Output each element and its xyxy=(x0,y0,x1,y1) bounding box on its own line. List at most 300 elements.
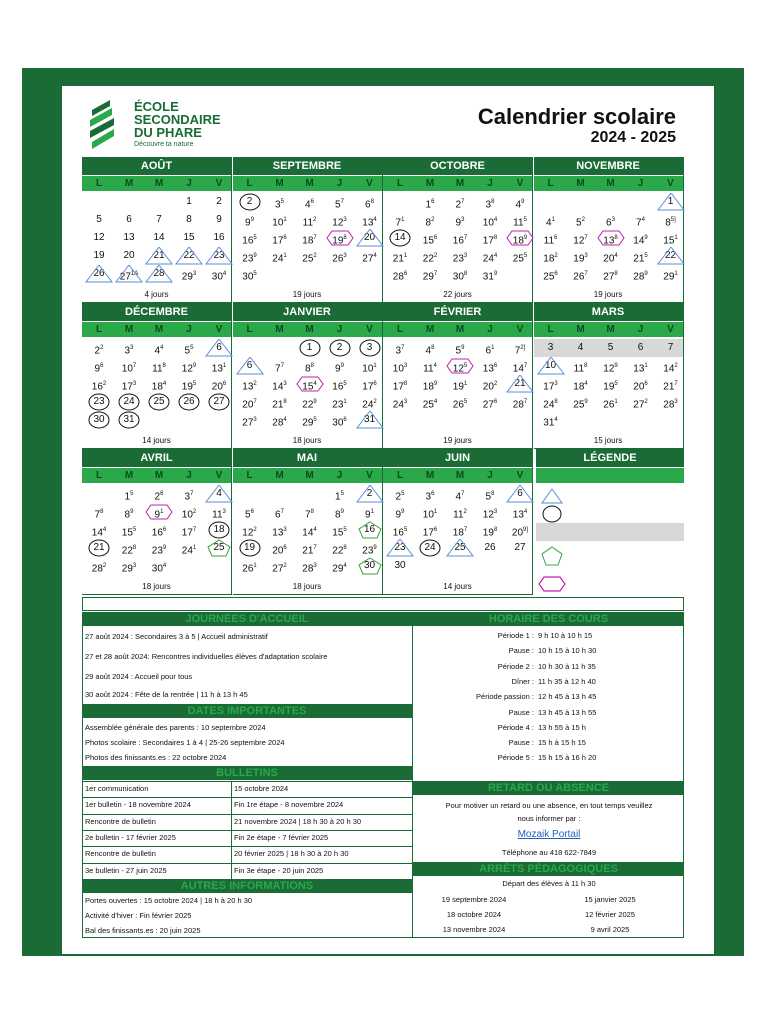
weekday-label: M xyxy=(154,178,164,189)
weekday-label: L xyxy=(95,324,103,335)
day-cell: $30^4$ xyxy=(211,271,227,283)
day-cell: $26^7$ xyxy=(573,271,588,283)
weekday-label: L xyxy=(246,324,253,335)
weekday-label: J xyxy=(487,324,493,335)
day-cell: 21 xyxy=(514,378,526,389)
weekday-label: M xyxy=(305,470,314,481)
day-cell: $13^1$ xyxy=(633,363,648,375)
day-cell: 2 xyxy=(336,342,343,353)
day-cell: $18^9$ xyxy=(422,381,438,393)
day-cell: $31^4$ xyxy=(543,417,558,429)
day-cell: 31 xyxy=(123,414,135,425)
day-cell: 21 xyxy=(93,542,105,553)
retard-text-2: nous informer par : xyxy=(517,814,581,823)
month-novembre xyxy=(534,157,684,303)
day-cell: $9^9$ xyxy=(245,217,254,229)
weekday-label: L xyxy=(95,178,103,189)
bulletin-date: 21 novembre 2024 | 18 h 30 à 20 h 30 xyxy=(234,816,362,826)
day-cell: $28^4$ xyxy=(272,417,287,429)
day-cell: 1 xyxy=(306,342,313,353)
arret-date: 19 septembre 2024 xyxy=(441,895,507,904)
horaire-label: Période 2 : xyxy=(497,661,534,671)
day-cell: $12^3$ xyxy=(332,217,347,229)
day-cell: 26 xyxy=(484,542,496,553)
day-cell: $27^3$ xyxy=(242,417,257,429)
weekday-label: V xyxy=(667,324,674,335)
day-cell: $7^7$ xyxy=(275,363,284,375)
day-cell: 23 xyxy=(213,250,225,261)
day-cell: $1^5$ xyxy=(124,491,134,503)
horaire-label: Pause : xyxy=(508,707,534,717)
day-cell: $26^1$ xyxy=(603,399,618,411)
day-cell: 14 xyxy=(153,232,165,243)
day-cell: $18^4$ xyxy=(151,381,167,393)
day-cell: $10^1$ xyxy=(272,217,287,229)
day-cell: 6 xyxy=(517,488,523,499)
day-cell: $11^3$ xyxy=(212,509,226,521)
day-cell: 22 xyxy=(664,250,677,261)
weekday-label: V xyxy=(366,470,373,481)
bulletin-label: 2e bulletin - 17 février 2025 xyxy=(85,832,176,842)
day-cell: $23^9$ xyxy=(362,545,377,557)
month-octobre xyxy=(383,157,533,303)
weekday-label: M xyxy=(275,470,284,481)
day-cell: $25^9$ xyxy=(573,399,588,411)
day-cell: 27 xyxy=(213,396,225,407)
day-cell: $25^2$ xyxy=(302,253,317,265)
weekday-label: M xyxy=(425,324,435,335)
day-cell: 12 xyxy=(93,232,105,243)
day-cell: $16^7$ xyxy=(452,235,468,247)
day-cell: $14^7$ xyxy=(512,363,528,375)
day-cell: $18^7$ xyxy=(452,527,468,539)
day-cell: 23 xyxy=(394,542,406,553)
month-day-count: 18 jours xyxy=(292,582,322,591)
day-cell: $13^4$ xyxy=(512,509,528,521)
day-cell: $4^1$ xyxy=(546,217,555,229)
arret-date: 12 février 2025 xyxy=(584,910,636,919)
day-cell: $28^6$ xyxy=(392,271,408,283)
day-cell: $20^6$ xyxy=(272,545,287,557)
day-cell: $20^2$ xyxy=(482,381,498,393)
day-cell: 2 xyxy=(246,196,253,207)
month-name: AVRIL xyxy=(82,449,231,467)
day-cell: $31^9$ xyxy=(482,271,498,283)
accueil-line: 30 août 2024 : Fête de la rentrée | 11 h à 13 h 45 xyxy=(85,690,248,699)
month-name: AOÛT xyxy=(82,157,231,175)
day-cell: 25 xyxy=(213,542,225,553)
weekday-header xyxy=(82,468,231,483)
day-cell: $20^6$ xyxy=(633,381,648,393)
day-cell: $30^6$ xyxy=(332,417,347,429)
day-cell: $15^4$ xyxy=(302,381,317,393)
month-name: SEPTEMBRE xyxy=(233,157,382,175)
day-cell: $10^1$ xyxy=(362,363,377,375)
day-cell: $18^2$ xyxy=(543,253,558,265)
legend-title: LÉGENDE xyxy=(536,449,684,467)
weekday-header xyxy=(534,176,683,191)
day-cell: $28^7$ xyxy=(512,399,528,411)
month-name: DÉCEMBRE xyxy=(82,303,231,321)
day-cell: $22^8$ xyxy=(121,545,137,557)
weekday-label: M xyxy=(275,178,284,189)
arret-date: 9 avril 2025 xyxy=(590,925,630,934)
day-cell: $23^3$ xyxy=(452,253,468,265)
day-cell: $8^8$ xyxy=(305,363,314,375)
weekday-label: L xyxy=(246,178,253,189)
day-cell: $7^4$ xyxy=(636,217,645,229)
day-cell: $16^5$ xyxy=(332,381,347,393)
day-cell: $14^4$ xyxy=(91,527,107,539)
day-cell: $17^8$ xyxy=(392,381,408,393)
weekday-label: J xyxy=(336,324,343,335)
day-cell: 18 xyxy=(213,524,225,535)
month-name: MARS xyxy=(534,303,683,321)
month-mars xyxy=(534,303,684,449)
day-cell: 3 xyxy=(366,342,373,353)
weekday-label: M xyxy=(154,470,164,481)
day-cell: $23^9$ xyxy=(151,545,167,557)
day-cell: $27^8$ xyxy=(603,271,618,283)
day-cell: $2^5$ xyxy=(395,491,405,503)
day-cell: 8 xyxy=(186,214,192,225)
horaire-title: HORAIRE DES COURS xyxy=(413,612,684,626)
month-name: OCTOBRE xyxy=(383,157,532,175)
bulletin-date: 15 octobre 2024 xyxy=(234,784,289,793)
day-cell: $11^2$ xyxy=(453,509,467,521)
day-cell: 25 xyxy=(454,542,466,553)
day-cell: $10^7$ xyxy=(121,363,137,375)
day-cell: 4 xyxy=(216,488,222,499)
month-name: JANVIER xyxy=(233,303,382,321)
day-cell: $14^2$ xyxy=(663,363,678,375)
day-cell: $29^3$ xyxy=(121,563,137,575)
horaire-label: Période 4 : xyxy=(497,722,534,732)
day-cell: 30 xyxy=(394,560,406,571)
weekday-label: L xyxy=(95,470,103,481)
legend-pentagon-icon xyxy=(540,545,564,567)
day-cell: 5 xyxy=(96,214,102,225)
day-cell: 1 xyxy=(186,196,192,207)
day-cell: 30 xyxy=(93,414,105,425)
weekday-label: L xyxy=(246,470,253,481)
month-day-count: 19 jours xyxy=(292,290,322,299)
day-cell: 20 xyxy=(123,250,135,261)
day-cell: 9 xyxy=(216,214,222,225)
weekday-label: V xyxy=(215,178,223,189)
weekday-label: V xyxy=(366,324,373,335)
day-cell: $23^9$ xyxy=(242,253,257,265)
day-cell: $12^9$ xyxy=(603,363,618,375)
day-cell: $11^2$ xyxy=(302,217,317,229)
day-cell: $17^3$ xyxy=(543,381,558,393)
day-cell: $3^7$ xyxy=(184,491,194,503)
retard-text-1: Pour motiver un retard ou une absence, en tout temps veuillez xyxy=(445,801,653,810)
month-name: FÉVRIER xyxy=(383,303,532,321)
weekday-label: M xyxy=(425,470,435,481)
bulletin-date: Fin 2e étape - 7 février 2025 xyxy=(234,832,329,842)
day-cell: $19^5$ xyxy=(181,381,197,393)
day-cell: $17^8$ xyxy=(482,235,498,247)
dates-line: Photos des finissants.es : 22 octobre 2024 xyxy=(85,753,227,762)
weekday-label: M xyxy=(124,324,134,335)
day-cell: 31 xyxy=(363,414,376,425)
month-février xyxy=(383,303,533,449)
weekday-header xyxy=(82,322,231,337)
day-cell: 24 xyxy=(424,542,436,553)
horaire-label: Période 1 : xyxy=(497,631,534,640)
bulletin-label: 1er bulletin - 18 novembre 2024 xyxy=(85,800,191,810)
day-cell: $22^9$ xyxy=(302,399,317,411)
day-cell: 3 xyxy=(547,342,554,353)
day-cell: $23^1$ xyxy=(332,399,347,411)
bulletin-date: Fin 3e étape - 20 juin 2025 xyxy=(234,865,324,875)
retard-phone: Téléphone au 418 622-7849 xyxy=(501,848,597,857)
day-cell: 6 xyxy=(246,360,253,371)
horaire-time: 13 h 55 à 15 h xyxy=(538,722,586,732)
day-cell: $24^3$ xyxy=(392,399,408,411)
logo-line-1: ÉCOLE xyxy=(134,99,179,114)
month-day-count: 15 jours xyxy=(593,436,623,445)
weekday-label: M xyxy=(305,178,314,189)
day-cell: 14 xyxy=(394,232,406,243)
day-cell: 4 xyxy=(577,342,584,353)
month-mai xyxy=(233,449,383,595)
day-cell: 24 xyxy=(123,396,135,407)
day-cell: $27^2$ xyxy=(633,399,648,411)
day-cell: 30 xyxy=(363,560,376,571)
day-cell: $6^1$ xyxy=(485,345,495,357)
day-cell: $19^8$ xyxy=(332,235,347,247)
month-septembre xyxy=(233,157,383,303)
day-cell: $4^6$ xyxy=(305,199,314,211)
bulletin-label: 3e bulletin - 27 juin 2025 xyxy=(85,865,167,875)
day-cell: $19^8$ xyxy=(482,527,498,539)
weekday-label: M xyxy=(425,178,435,189)
day-cell: 20 xyxy=(363,232,376,243)
day-cell: $3^7$ xyxy=(395,345,405,357)
day-cell: $21^8$ xyxy=(272,399,287,411)
day-cell: $6^8$ xyxy=(365,199,374,211)
day-cell: $25^4$ xyxy=(422,399,438,411)
weekday-label: J xyxy=(637,178,644,189)
day-cell: $26^1$ xyxy=(242,563,257,575)
weekday-header xyxy=(233,322,382,337)
day-cell: $8^2$ xyxy=(425,217,435,229)
weekday-label: L xyxy=(396,324,404,335)
weekday-label: V xyxy=(516,178,524,189)
month-day-count: 18 jours xyxy=(292,436,322,445)
month-juin xyxy=(383,449,533,595)
legend-triangle-icon xyxy=(540,487,564,505)
day-cell: 19 xyxy=(93,250,105,261)
month-name: JUIN xyxy=(383,449,532,467)
day-cell: $9^9$ xyxy=(335,363,344,375)
day-cell: $4^4$ xyxy=(154,345,164,357)
day-cell: 10 xyxy=(544,360,557,371)
day-cell: $27^4$ xyxy=(362,253,377,265)
day-cell: $12^9$ xyxy=(181,363,197,375)
weekday-label: J xyxy=(487,178,493,189)
legend-circle-icon xyxy=(540,505,564,523)
day-cell: $13^8$ xyxy=(603,235,618,247)
day-cell: 7 xyxy=(156,214,162,225)
day-cell: $3^3$ xyxy=(124,345,134,357)
weekday-header xyxy=(233,468,382,483)
weekday-label: M xyxy=(576,324,585,335)
day-cell: $18^7$ xyxy=(302,235,317,247)
day-cell: $30^4$ xyxy=(151,563,167,575)
day-cell: $16^2$ xyxy=(91,381,107,393)
day-cell: $3^6$ xyxy=(425,491,435,503)
day-cell: $10^1$ xyxy=(422,509,438,521)
weekday-label: V xyxy=(215,470,223,481)
horaire-time: 9 h 10 à 10 h 15 xyxy=(538,631,593,640)
day-cell: $10^2$ xyxy=(181,509,197,521)
day-cell: $17^7$ xyxy=(181,527,197,539)
day-cell: $17^6$ xyxy=(272,235,287,247)
day-cell: $15^6$ xyxy=(422,235,438,247)
weekday-label: L xyxy=(396,470,404,481)
day-cell: $19^5$ xyxy=(603,381,618,393)
day-cell: 1 xyxy=(667,196,674,207)
month-day-count: 4 jours xyxy=(144,290,169,299)
page-title: Calendrier scolaire xyxy=(477,104,676,129)
month-name: MAI xyxy=(233,449,382,467)
horaire-label: Période 5 : xyxy=(497,753,534,763)
day-cell: $21^7$ xyxy=(663,381,678,393)
autres-line: Bal des finissants.es : 20 juin 2025 xyxy=(85,926,201,935)
weekday-label: J xyxy=(637,324,644,335)
day-cell: $30^8$ xyxy=(452,271,468,283)
day-cell: 5 xyxy=(607,342,614,353)
day-cell: $22^2$ xyxy=(422,253,438,265)
weekday-label: M xyxy=(124,178,134,189)
day-cell: $11^8$ xyxy=(152,363,166,375)
day-cell: $19^3$ xyxy=(573,253,588,265)
logo-line-2: SECONDAIRE xyxy=(134,112,221,127)
day-cell: 6 xyxy=(216,342,222,353)
day-cell: $3^5$ xyxy=(275,199,284,211)
day-cell: $9^1$ xyxy=(154,509,164,521)
weekday-label: M xyxy=(305,324,314,335)
horaire-time: 11 h 35 à 12 h 40 xyxy=(538,676,596,686)
bulletin-label: 1er communication xyxy=(85,784,149,793)
day-cell: 7 xyxy=(667,342,674,353)
day-cell: $5^7$ xyxy=(335,199,344,211)
logo-tagline: Découvre ta nature xyxy=(134,141,194,148)
day-cell: 27 xyxy=(514,542,526,553)
day-cell: 26 xyxy=(93,268,105,279)
weekday-label: V xyxy=(366,178,373,189)
day-cell: $6^7$ xyxy=(275,509,284,521)
day-cell: $16^6$ xyxy=(151,527,167,539)
horaire-time: 15 h à 15 h 15 xyxy=(538,738,586,748)
day-cell: 13 xyxy=(123,232,135,243)
weekday-label: L xyxy=(547,178,554,189)
day-cell: $28^3$ xyxy=(302,563,317,575)
day-cell: $27^{1A}$ xyxy=(119,271,139,283)
day-cell: $29^1$ xyxy=(663,271,678,283)
day-cell: $6^3$ xyxy=(606,217,615,229)
day-cell: $4^7$ xyxy=(455,491,465,503)
day-cell: 26 xyxy=(183,396,195,407)
day-cell: $2^2$ xyxy=(94,345,104,357)
weekday-label: M xyxy=(455,178,465,189)
day-cell: 2 xyxy=(366,488,373,499)
month-août xyxy=(82,157,232,303)
accueil-line: 27 août 2024 : Secondaires 3 à 5 | Accueil administratif xyxy=(85,632,268,641)
day-cell: $5^6$ xyxy=(245,509,254,521)
day-cell: $2^6$ xyxy=(154,491,164,503)
weekday-header xyxy=(383,176,532,191)
weekday-label: J xyxy=(186,470,192,481)
accueil-title: JOURNÉES D'ACCUEIL xyxy=(82,612,412,626)
bulletin-date: 20 février 2025 | 18 h 30 à 20 h 30 xyxy=(234,849,349,859)
day-cell: $1^6$ xyxy=(425,199,435,211)
horaire-label: Dîner : xyxy=(511,676,534,686)
day-cell: $12^3$ xyxy=(482,509,498,521)
day-cell: 25 xyxy=(153,396,165,407)
dates-line: Photos scolaire : Secondaires 1 à 4 | 25-26 septembre 2024 xyxy=(85,738,285,747)
weekday-label: M xyxy=(124,470,134,481)
day-cell: $5^5$ xyxy=(184,345,194,357)
month-name: NOVEMBRE xyxy=(534,157,683,175)
weekday-label: L xyxy=(396,178,404,189)
day-cell: $5^8$ xyxy=(485,491,495,503)
autres-line: Activité d'hiver : Fin février 2025 xyxy=(85,911,192,920)
weekday-label: M xyxy=(606,178,615,189)
day-cell: $4^9$ xyxy=(515,199,525,211)
weekday-label: L xyxy=(547,324,554,335)
day-cell: $13^3$ xyxy=(272,527,287,539)
horaire-time: 15 h 15 à 16 h 20 xyxy=(538,753,597,763)
mozaik-portail-link[interactable]: Mozaik Portail xyxy=(517,829,581,840)
day-cell: $25^5$ xyxy=(512,253,528,265)
school-logo-icon xyxy=(88,98,134,150)
day-cell: 22 xyxy=(183,250,195,261)
day-cell: $22^8$ xyxy=(332,545,347,557)
month-day-count: 22 jours xyxy=(443,290,472,299)
day-cell: $13^1$ xyxy=(211,363,227,375)
dates-title: DATES IMPORTANTES xyxy=(82,704,412,718)
day-cell: $28^2$ xyxy=(91,563,107,575)
autres-title: AUTRES INFORMATIONS xyxy=(82,879,412,893)
weekday-label: V xyxy=(516,470,524,481)
day-cell: $15^1$ xyxy=(663,235,678,247)
bulletins-title: BULLETINS xyxy=(82,766,412,780)
day-cell: $9^1$ xyxy=(365,509,374,521)
weekday-label: J xyxy=(186,178,192,189)
day-cell: $11^5$ xyxy=(513,217,527,229)
day-cell: $17^6$ xyxy=(362,381,377,393)
day-cell: $10^3$ xyxy=(392,363,408,375)
day-cell: 6 xyxy=(637,342,644,353)
day-cell: $24^2$ xyxy=(362,399,377,411)
day-cell: 15 xyxy=(183,232,195,243)
school-year: 2024 - 2025 xyxy=(590,129,676,146)
day-cell: $7^1$ xyxy=(395,217,405,229)
day-cell: $8^9$ xyxy=(335,509,344,521)
month-décembre xyxy=(82,303,232,449)
day-cell: $18^4$ xyxy=(573,381,588,393)
weekday-label: V xyxy=(215,324,223,335)
day-cell: $27^2$ xyxy=(272,563,287,575)
legend xyxy=(536,449,684,595)
day-cell: $28^9$ xyxy=(633,271,648,283)
day-cell: $24^1$ xyxy=(272,253,287,265)
day-cell: $9^3$ xyxy=(455,217,465,229)
